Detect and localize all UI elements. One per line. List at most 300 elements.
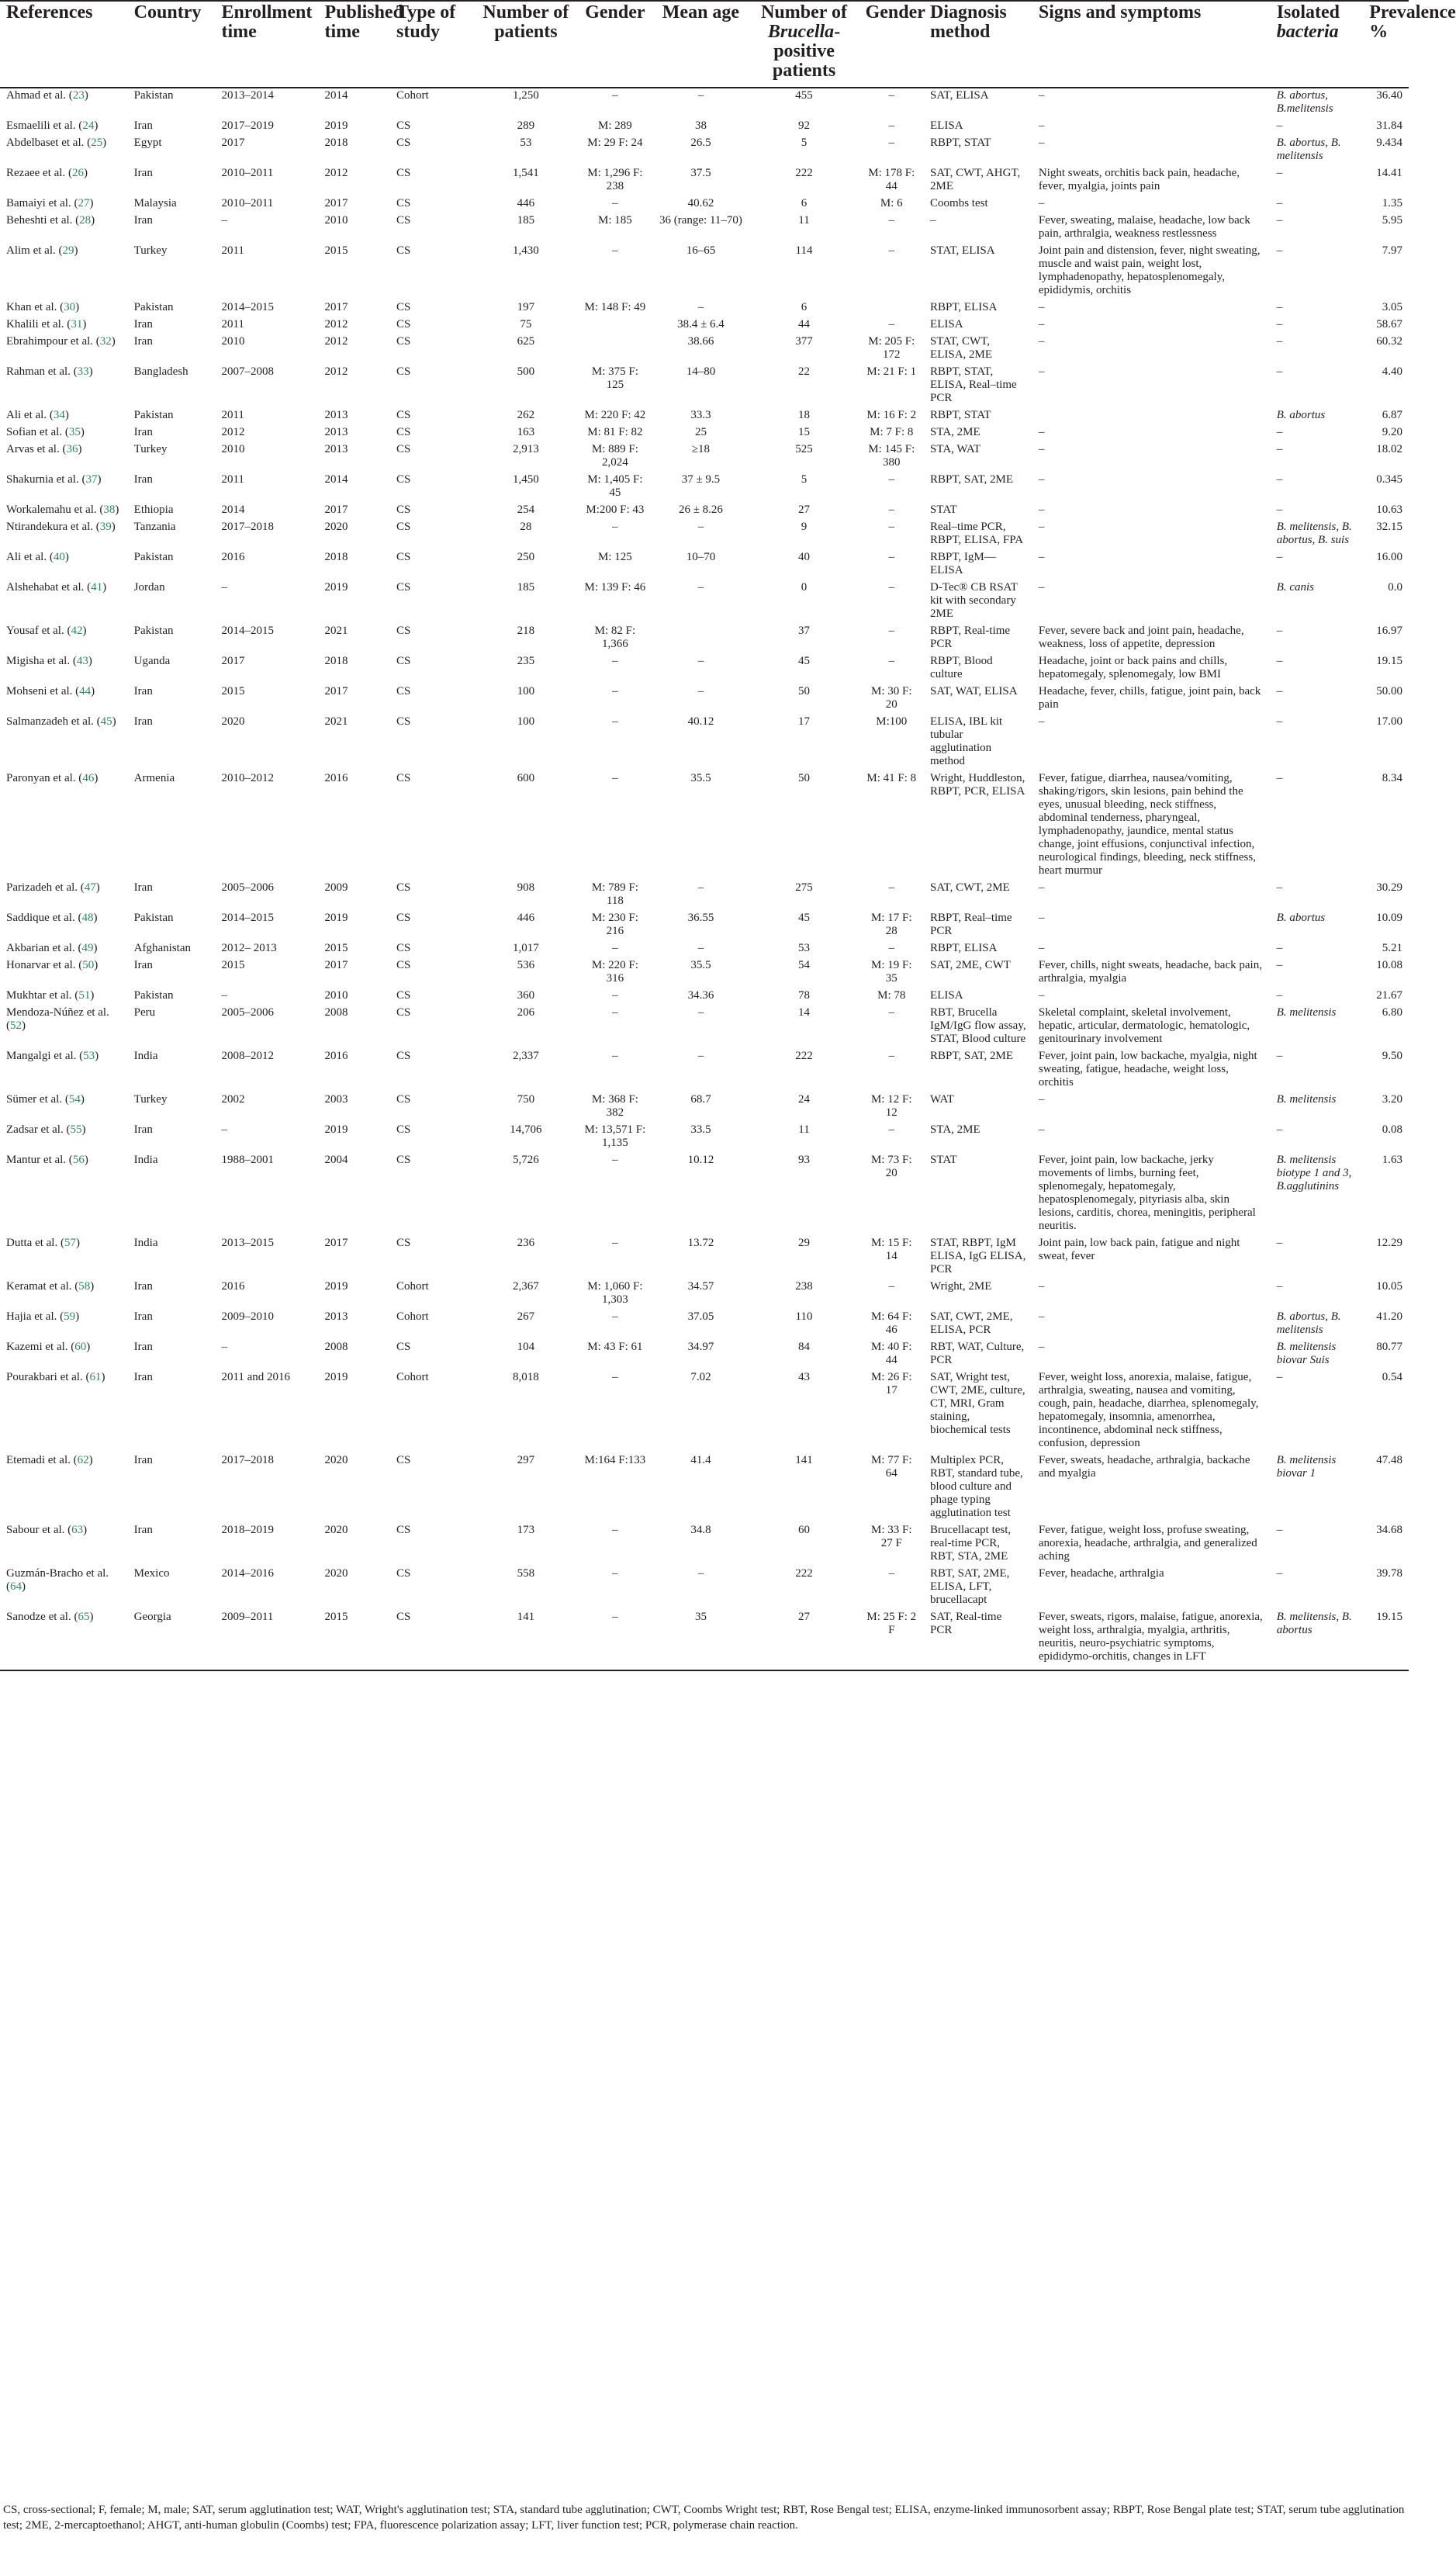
reference-link[interactable]: 51 <box>78 989 91 1002</box>
reference-link[interactable]: 47 <box>84 881 96 894</box>
cell-published-time: 2020 <box>324 1567 348 1580</box>
cell-mean-age: – <box>697 1006 704 1019</box>
cell-study-type: CS <box>396 137 411 149</box>
table-row <box>0 1092 1409 1123</box>
cell-brucella-positive: 377 <box>795 335 813 348</box>
cell-reference: Salmanzadeh et al. (45) <box>6 715 116 728</box>
cell-reference: Mangalgi et al. (53) <box>6 1050 99 1062</box>
reference-link[interactable]: 29 <box>62 244 74 257</box>
cell-study-type: CS <box>396 1093 411 1106</box>
reference-link[interactable]: 35 <box>68 426 81 438</box>
header-mean-age: Mean age <box>652 1 749 88</box>
cell-gender: – <box>577 1610 652 1670</box>
cell-published-time: 2013 <box>324 426 348 438</box>
cell-published-time: 2013 <box>324 443 348 455</box>
cell-country: Peru <box>133 1006 156 1019</box>
cell-signs-symptoms: – <box>1038 1341 1045 1353</box>
cell-mean-age: 34.36 <box>687 989 714 1002</box>
cell-reference: Mendoza-Núñez et al. (52) <box>6 1006 109 1032</box>
reference-link[interactable]: 45 <box>100 715 112 728</box>
cell-num-patients: 163 <box>517 426 535 438</box>
cell-mean-age: 35 <box>652 1610 749 1670</box>
cell-brucella-positive: 525 <box>795 443 813 455</box>
cell-gender: – <box>612 1237 618 1249</box>
cell-country: Pakistan <box>133 409 174 421</box>
cell-published-time: 2020 <box>324 1454 348 1466</box>
cell-isolated-bacteria: – <box>1276 625 1283 637</box>
cell-num-patients: 1,250 <box>512 89 539 102</box>
cell-country: Bangladesh <box>133 365 188 378</box>
cell-study-type: CS <box>396 1454 411 1466</box>
cell-brucella-positive: 222 <box>795 1567 813 1580</box>
cell-enrollment-time: 2017 <box>221 137 245 149</box>
cell-enrollment-time: 2005–2006 <box>221 881 274 894</box>
cell-enrollment-time: 2010–2011 <box>221 197 274 209</box>
cell-reference: Parizadeh et al. (47) <box>6 881 100 894</box>
cell-signs-symptoms: Fever, fatigue, diarrhea, nausea/vomiting, shaking/rigors, skin lesions, pain behind the eyes, unusual bleeding, neck stiffness, abdominal tenderness, pharyngeal, lymphadenopathy, jaundice, mental status change, joint effusions, conjunctival infection, neurological findings, bleeding, neck stiffness, heart murmur <box>1038 772 1256 877</box>
cell-country: Uganda <box>133 655 171 667</box>
cell-gender-positive: – <box>888 119 895 132</box>
cell-gender-positive: M: 19 F: 35 <box>871 959 912 985</box>
cell-brucella-positive: 5 <box>801 473 808 486</box>
cell-mean-age: – <box>697 581 704 594</box>
cell-reference: Mohseni et al. (44) <box>6 685 95 697</box>
cell-diagnosis-method: RBPT, ELISA <box>930 942 998 954</box>
reference-link[interactable]: 48 <box>81 912 94 924</box>
cell-signs-symptoms: Headache, fever, chills, fatigue, joint pain, back pain <box>1038 685 1261 711</box>
cell-gender: M: 13,571 F: 1,135 <box>584 1123 646 1149</box>
cell-num-patients: 235 <box>517 655 535 667</box>
cell-country: Iran <box>133 426 153 438</box>
cell-reference: Mukhtar et al. (51) <box>6 989 95 1002</box>
cell-country: Pakistan <box>133 301 174 313</box>
reference-link[interactable]: 50 <box>82 959 95 971</box>
reference-link[interactable]: 62 <box>77 1454 89 1466</box>
cell-published-time: 2020 <box>324 521 348 533</box>
cell-gender-positive: M: 205 F: 172 <box>868 335 915 361</box>
cell-enrollment-time: 2012– 2013 <box>221 942 277 954</box>
reference-link[interactable]: 26 <box>71 167 84 179</box>
cell-num-patients: 8,018 <box>512 1371 539 1383</box>
table-row <box>0 166 1409 196</box>
reference-link[interactable]: 63 <box>71 1524 84 1536</box>
cell-country: Iran <box>133 959 153 971</box>
cell-mean-age: 37 ± 9.5 <box>681 473 721 486</box>
cell-brucella-positive: 455 <box>795 89 813 102</box>
reference-link[interactable]: 28 <box>79 214 92 227</box>
cell-enrollment-time: 2013–2014 <box>221 89 274 102</box>
table-row <box>0 365 1409 408</box>
cell-reference: Arvas et al. (36) <box>6 443 82 455</box>
cell-study-type: CS <box>396 581 411 594</box>
cell-prevalence: 34.68 <box>1376 1524 1402 1536</box>
cell-mean-age: 38 <box>694 119 707 132</box>
cell-published-time: 2012 <box>324 335 348 348</box>
cell-country: Ethiopia <box>133 504 174 516</box>
cell-reference: Etemadi et al. (62) <box>6 1454 93 1466</box>
cell-study-type: CS <box>396 443 411 455</box>
cell-published-time: 2014 <box>324 89 348 102</box>
cell-num-patients: 1,450 <box>512 473 539 486</box>
cell-study-type: CS <box>396 214 411 227</box>
cell-diagnosis-method: SAT, CWT, 2ME, ELISA, PCR <box>930 1310 1013 1336</box>
cell-brucella-positive: 84 <box>798 1341 811 1353</box>
header-signs-and-symptoms: Signs and symptoms <box>1032 1 1271 88</box>
cell-reference: Workalemahu et al. (38) <box>6 504 119 516</box>
cell-signs-symptoms: – <box>1038 1123 1045 1136</box>
cell-reference: Shakurnia et al. (37) <box>6 473 102 486</box>
cell-isolated-bacteria: B. melitensis, B. abortus, B. suis <box>1276 521 1352 546</box>
cell-isolated-bacteria: – <box>1276 715 1283 728</box>
cell-published-time: 2019 <box>324 119 348 132</box>
cell-prevalence: 10.63 <box>1376 504 1402 516</box>
reference-link[interactable]: 40 <box>53 551 65 563</box>
cell-diagnosis-method: SAT, CWT, 2ME <box>930 881 1010 894</box>
cell-num-patients: 185 <box>517 214 535 227</box>
cell-reference: Rahman et al. (33) <box>6 365 93 378</box>
cell-num-patients: 2,913 <box>512 443 539 455</box>
cell-signs-symptoms: – <box>1038 335 1045 348</box>
reference-link[interactable]: 56 <box>72 1154 85 1166</box>
cell-brucella-positive: 43 <box>798 1371 811 1383</box>
reference-link[interactable]: 27 <box>78 197 90 209</box>
cell-diagnosis-method: RBPT, STAT, ELISA, Real–time PCR <box>930 365 1017 404</box>
cell-isolated-bacteria: – <box>1276 685 1283 697</box>
table-row <box>0 442 1409 472</box>
cell-mean-age: 36 (range: 11–70) <box>659 214 742 227</box>
cell-brucella-positive: 275 <box>795 881 813 894</box>
cell-prevalence: 36.40 <box>1376 89 1402 102</box>
cell-gender: M: 230 F: 216 <box>591 912 638 937</box>
cell-mean-age: 38.66 <box>687 335 714 348</box>
cell-gender: M: 789 F: 118 <box>591 881 638 907</box>
cell-num-patients: 625 <box>517 335 535 348</box>
cell-prevalence: 41.20 <box>1376 1310 1402 1323</box>
cell-num-patients: 5,726 <box>512 1154 539 1166</box>
cell-brucella-positive: 92 <box>798 119 811 132</box>
table-row <box>0 958 1409 988</box>
reference-link[interactable]: 58 <box>78 1280 91 1293</box>
table-row <box>0 1566 1409 1610</box>
cell-prevalence: 31.84 <box>1376 119 1402 132</box>
cell-gender: M: 29 F: 24 <box>587 137 643 149</box>
cell-prevalence: 80.77 <box>1376 1341 1402 1353</box>
cell-num-patients: 558 <box>517 1567 535 1580</box>
header-row <box>0 1 1409 88</box>
table-row <box>0 503 1409 520</box>
cell-isolated-bacteria: B. abortus <box>1276 912 1326 924</box>
cell-enrollment-time: 2014–2016 <box>221 1567 274 1580</box>
cell-study-type: CS <box>396 989 411 1002</box>
reference-link[interactable]: 53 <box>83 1050 95 1062</box>
cell-enrollment-time: 2010–2012 <box>221 772 274 784</box>
cell-published-time: 2015 <box>319 1610 390 1670</box>
cell-study-type: CS <box>396 912 411 924</box>
reference-link[interactable]: 65 <box>78 1611 90 1623</box>
cell-prevalence: 0.345 <box>1376 473 1402 486</box>
cell-num-patients: 75 <box>520 318 532 331</box>
cell-num-patients: 104 <box>517 1341 535 1353</box>
table-row <box>0 213 1409 244</box>
table-row <box>0 300 1409 317</box>
cell-gender-positive: – <box>888 942 895 954</box>
cell-brucella-positive: 14 <box>798 1006 811 1019</box>
header-prevalence: Prevalence % <box>1363 1 1409 88</box>
cell-num-patients: 267 <box>517 1310 535 1323</box>
reference-link[interactable]: 54 <box>68 1093 81 1106</box>
cell-diagnosis-method: Brucellacapt test, real-time PCR, RBT, STA, 2ME <box>930 1524 1012 1563</box>
table-row <box>0 771 1409 881</box>
cell-reference: Ebrahimpour et al. (32) <box>6 335 116 348</box>
cell-num-patients: 908 <box>517 881 535 894</box>
cell-study-type: CS <box>396 1154 411 1166</box>
cell-isolated-bacteria: – <box>1276 214 1283 227</box>
cell-prevalence: 10.08 <box>1376 959 1402 971</box>
cell-diagnosis-method: RBPT, ELISA <box>930 301 998 313</box>
cell-country: Malaysia <box>133 197 177 209</box>
cell-brucella-positive: 22 <box>798 365 811 378</box>
reference-link[interactable]: 30 <box>64 301 76 313</box>
cell-published-time: 2018 <box>324 655 348 667</box>
cell-published-time: 2015 <box>324 942 348 954</box>
cell-signs-symptoms: – <box>1038 197 1045 209</box>
table-row <box>0 1310 1409 1340</box>
cell-brucella-positive: 0 <box>801 581 808 594</box>
cell-gender: M: 148 F: 49 <box>584 301 646 313</box>
cell-gender: M: 125 <box>598 551 632 563</box>
cell-signs-symptoms: Fever, sweats, headache, arthralgia, backache and myalgia <box>1038 1454 1250 1480</box>
cell-num-patients: 100 <box>517 715 535 728</box>
cell-reference: Khalili et al. (31) <box>6 318 87 331</box>
cell-reference: Dutta et al. (57) <box>6 1237 80 1249</box>
cell-mean-age: – <box>697 89 704 102</box>
table-row <box>0 911 1409 941</box>
cell-gender-positive: – <box>888 551 895 563</box>
cell-signs-symptoms: – <box>1038 521 1045 533</box>
reference-link[interactable]: 64 <box>10 1580 22 1593</box>
cell-gender-positive: M: 15 F: 14 <box>871 1237 912 1262</box>
reference-link[interactable]: 25 <box>91 137 103 149</box>
cell-reference: Abdelbaset et al. (25) <box>6 137 107 149</box>
cell-diagnosis-method: STA, WAT <box>930 443 981 455</box>
table-row <box>0 881 1409 911</box>
cell-study-type: CS <box>390 1610 474 1670</box>
cell-gender: – <box>612 1310 618 1323</box>
cell-isolated-bacteria: – <box>1276 1237 1283 1249</box>
cell-reference: Sabour et al. (63) <box>6 1524 88 1536</box>
reference-link[interactable]: 31 <box>71 318 83 331</box>
cell-published-time: 2019 <box>324 1123 348 1136</box>
cell-prevalence: 14.41 <box>1376 167 1402 179</box>
cell-prevalence: 5.95 <box>1382 214 1402 227</box>
cell-country: Iran <box>133 1280 153 1293</box>
cell-enrollment-time: – <box>221 581 227 594</box>
table-row <box>0 550 1409 580</box>
cell-gender: – <box>612 197 618 209</box>
header-country: Country <box>128 1 216 88</box>
cell-reference: Ntirandekura et al. (39) <box>6 521 116 533</box>
cell-enrollment-time: 2010–2011 <box>221 167 274 179</box>
cell-gender: M: 185 <box>598 214 632 227</box>
header-gender-positive: Gender <box>859 1 924 88</box>
cell-prevalence: 39.78 <box>1376 1567 1402 1580</box>
cell-isolated-bacteria: – <box>1276 942 1283 954</box>
cell-signs-symptoms: – <box>1038 318 1045 331</box>
cell-diagnosis-method: D-Tec® CB RSAT kit with secondary 2ME <box>930 581 1018 620</box>
reference-link[interactable]: 55 <box>70 1123 82 1136</box>
reference-link[interactable]: 49 <box>81 942 94 954</box>
cell-study-type: CS <box>396 1050 411 1062</box>
cell-num-patients: 500 <box>517 365 535 378</box>
table-row <box>0 1453 1409 1523</box>
cell-diagnosis-method: STA, 2ME <box>930 426 980 438</box>
cell-num-patients: 218 <box>517 625 535 637</box>
cell-gender: M: 375 F: 125 <box>591 365 638 391</box>
cell-diagnosis-method: RBPT, Blood culture <box>930 655 993 680</box>
cell-num-patients: 289 <box>517 119 535 132</box>
cell-study-type: Cohort <box>396 1280 429 1293</box>
cell-reference: Esmaelili et al. (24) <box>6 119 99 132</box>
cell-gender: – <box>612 772 618 784</box>
cell-country: Iran <box>133 715 153 728</box>
reference-link[interactable]: 57 <box>64 1237 76 1249</box>
reference-link[interactable]: 46 <box>82 772 95 784</box>
reference-link[interactable]: 61 <box>89 1371 102 1383</box>
cell-signs-symptoms: – <box>1038 89 1045 102</box>
cell-study-type: Cohort <box>396 1371 429 1383</box>
cell-study-type: CS <box>396 473 411 486</box>
cell-gender: M: 889 F: 2,024 <box>591 443 638 469</box>
cell-gender: – <box>612 244 618 257</box>
cell-mean-age: 33.3 <box>690 409 711 421</box>
cell-isolated-bacteria: – <box>1276 426 1283 438</box>
cell-gender-positive: M: 7 F: 8 <box>870 426 914 438</box>
reference-link[interactable]: 33 <box>77 365 89 378</box>
header-gender: Gender <box>577 1 652 88</box>
reference-link[interactable]: 32 <box>99 335 112 348</box>
cell-study-type: CS <box>396 655 411 667</box>
table-row <box>0 119 1409 136</box>
cell-isolated-bacteria: – <box>1276 551 1283 563</box>
cell-gender: – <box>612 1371 618 1383</box>
reference-link[interactable]: 36 <box>66 443 78 455</box>
cell-brucella-positive: 44 <box>798 318 811 331</box>
cell-prevalence: 32.15 <box>1376 521 1402 533</box>
cell-prevalence: 58.67 <box>1376 318 1402 331</box>
cell-enrollment-time: – <box>221 1341 227 1353</box>
cell-mean-age: 16–65 <box>686 244 716 257</box>
cell-reference: Alshehabat et al. (41) <box>6 581 107 594</box>
reference-link[interactable]: 44 <box>79 685 92 697</box>
cell-isolated-bacteria: – <box>1276 365 1283 378</box>
cell-prevalence: 50.00 <box>1376 685 1402 697</box>
cell-mean-age: ≥18 <box>691 443 711 455</box>
cell-signs-symptoms: Fever, fatigue, weight loss, profuse sweating, anorexia, headache, arthralgia, and generalized aching <box>1038 1524 1257 1563</box>
cell-signs-symptoms: – <box>1038 1280 1045 1293</box>
reference-link[interactable]: 52 <box>10 1019 22 1032</box>
cell-country: Iran <box>133 881 153 894</box>
header-published-time: Published time <box>319 1 390 88</box>
cell-num-patients: 1,430 <box>512 244 539 257</box>
cell-num-patients: 446 <box>517 912 535 924</box>
cell-num-patients: 185 <box>517 581 535 594</box>
reference-link[interactable]: 43 <box>76 655 88 667</box>
cell-diagnosis-method: RBPT, STAT <box>930 137 991 149</box>
cell-num-patients: 100 <box>517 685 535 697</box>
cell-brucella-positive: 78 <box>798 989 811 1002</box>
cell-diagnosis-method: SAT, WAT, ELISA <box>930 685 1018 697</box>
cell-num-patients: 750 <box>517 1093 535 1106</box>
cell-reference: Ali et al. (40) <box>6 551 69 563</box>
cell-gender-positive: – <box>888 214 895 227</box>
cell-gender: M: 220 F: 316 <box>591 959 638 985</box>
reference-link[interactable]: 60 <box>74 1341 87 1353</box>
reference-link[interactable]: 42 <box>71 625 83 637</box>
cell-gender: M: 1,405 F: 45 <box>587 473 643 499</box>
cell-prevalence: 19.15 <box>1376 655 1402 667</box>
cell-isolated-bacteria: – <box>1276 301 1283 313</box>
cell-signs-symptoms: – <box>1038 715 1045 728</box>
cell-gender: – <box>612 1050 618 1062</box>
cell-isolated-bacteria: B. melitensis <box>1276 1006 1337 1019</box>
cell-study-type: Cohort <box>396 1310 429 1323</box>
cell-prevalence: 4.40 <box>1382 365 1402 378</box>
table-row <box>0 1006 1409 1049</box>
cell-num-patients: 141 <box>474 1610 577 1670</box>
reference-link[interactable]: 39 <box>99 521 112 533</box>
reference-link[interactable]: 38 <box>103 504 116 516</box>
cell-brucella-positive: 11 <box>798 1123 810 1136</box>
reference-link[interactable]: 59 <box>64 1310 76 1323</box>
cell-reference: Honarvar et al. (50) <box>6 959 99 971</box>
cell-study-type: CS <box>396 1006 411 1019</box>
table-row <box>0 1153 1409 1236</box>
reference-link[interactable]: 24 <box>82 119 95 132</box>
reference-link[interactable]: 34 <box>53 409 65 421</box>
table-body <box>0 88 1409 1670</box>
table-row <box>0 1123 1409 1153</box>
cell-isolated-bacteria: – <box>1276 989 1283 1002</box>
reference-link[interactable]: 41 <box>91 581 103 594</box>
cell-brucella-positive: 45 <box>798 655 811 667</box>
cell-isolated-bacteria: B. abortus, B.melitensis <box>1276 89 1333 115</box>
cell-enrollment-time: 2002 <box>221 1093 245 1106</box>
cell-published-time: 2020 <box>324 1524 348 1536</box>
cell-signs-symptoms: – <box>1038 881 1045 894</box>
cell-signs-symptoms: – <box>1038 119 1045 132</box>
cell-reference: Akbarian et al. (49) <box>6 942 98 954</box>
cell-reference: Mantur et al. (56) <box>6 1154 88 1166</box>
cell-isolated-bacteria: – <box>1276 772 1283 784</box>
reference-link[interactable]: 23 <box>72 89 85 102</box>
cell-gender-positive: M: 12 F: 12 <box>871 1093 912 1119</box>
cell-gender: M: 43 F: 61 <box>587 1341 643 1353</box>
cell-mean-age: – <box>697 685 704 697</box>
cell-isolated-bacteria: B. melitensis biotype 1 and 3, B.agglutinins <box>1276 1154 1352 1192</box>
cell-published-time: 2017 <box>324 504 348 516</box>
cell-gender-positive: M: 26 F: 17 <box>871 1371 912 1397</box>
cell-signs-symptoms: – <box>1038 137 1045 149</box>
cell-brucella-positive: 37 <box>798 625 811 637</box>
cell-isolated-bacteria: – <box>1276 197 1283 209</box>
cell-isolated-bacteria: B. melitensis, B. abortus <box>1271 1610 1364 1670</box>
cell-gender: – <box>612 1524 618 1536</box>
cell-diagnosis-method: – <box>930 214 936 227</box>
cell-gender: – <box>612 942 618 954</box>
reference-link[interactable]: 37 <box>85 473 98 486</box>
cell-country: Turkey <box>133 1093 168 1106</box>
cell-signs-symptoms: – <box>1038 504 1045 516</box>
